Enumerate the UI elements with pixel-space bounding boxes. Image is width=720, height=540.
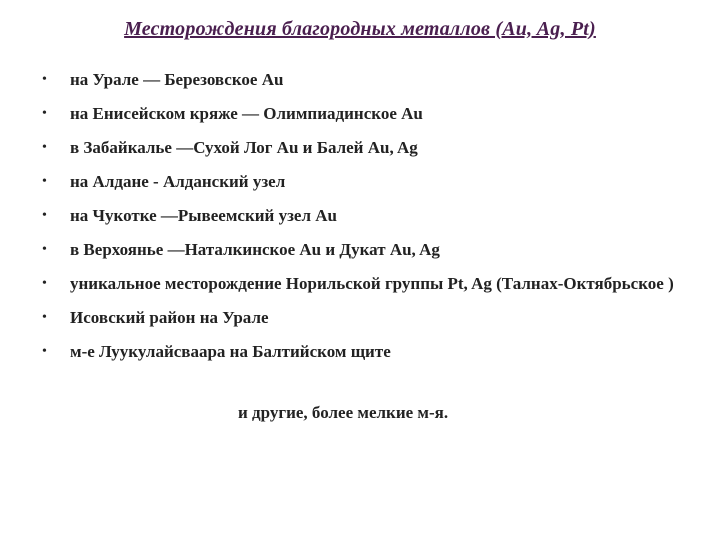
list-item-text: на Алдане - Алданский узел [70, 172, 286, 191]
list-item [42, 306, 682, 330]
list-item [42, 68, 682, 92]
bullet-icon: • [42, 106, 47, 121]
list-item [42, 238, 682, 262]
deposit-list [42, 68, 682, 374]
list-item-text: Исовский район на Урале [70, 308, 269, 327]
list-item-text: на Енисейском кряже — Олимпиадинское Au [70, 104, 423, 123]
bullet-icon: • [42, 72, 47, 87]
list-item-text: в Верхоянье —Наталкинское Au и Дукат Au, Ag [70, 240, 440, 259]
list-item-text: м-е Луукулайсваара на Балтийском щите [70, 342, 391, 361]
bullet-icon: • [42, 140, 47, 155]
list-item [42, 170, 682, 194]
list-item [42, 102, 682, 126]
bullet-icon: • [42, 344, 47, 359]
bullet-icon: • [42, 310, 47, 325]
list-item [42, 136, 682, 160]
bullet-icon: • [42, 174, 47, 189]
list-item-text: на Урале — Березовское Au [70, 70, 284, 89]
list-item [42, 272, 682, 296]
list-item-text: на Чукотке —Рывеемский узел Au [70, 206, 337, 225]
list-item [42, 204, 682, 228]
footer-note: и другие, более мелкие м-я. [238, 403, 449, 422]
bullet-icon: • [42, 242, 47, 257]
list-item-text: в Забайкалье —Сухой Лог Au и Балей Au, Ag [70, 138, 418, 157]
bullet-icon: • [42, 208, 47, 223]
slide-title: Месторождения благородных металлов (Au, Ag, Pt) [124, 18, 596, 40]
bullet-icon: • [42, 276, 47, 291]
list-item [42, 340, 682, 364]
list-item-text: уникальное месторождение Норильской группы Pt, Ag (Талнах-Октябрьское ) [70, 274, 674, 293]
